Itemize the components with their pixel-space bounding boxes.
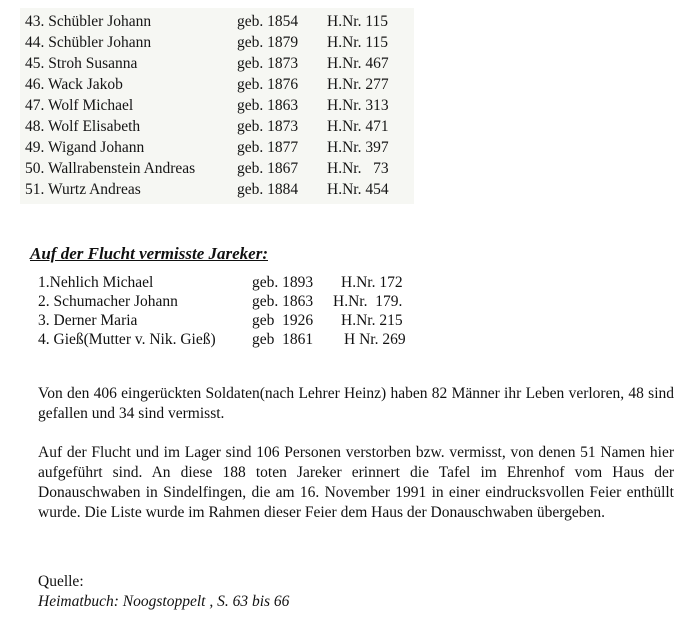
- missing-entry: [38, 311, 458, 331]
- source-label: Quelle:: [38, 573, 84, 590]
- entry-birth: geb. 1876: [237, 76, 299, 93]
- entry-birth: geb. 1863: [252, 293, 314, 310]
- list-entry: [25, 75, 425, 95]
- entry-birth: geb 1926: [252, 312, 314, 329]
- list-entry: [25, 96, 425, 116]
- entry-birth: geb. 1893: [252, 274, 314, 291]
- entry-name: 1.Nehlich Michael: [38, 274, 154, 291]
- list-entry: [25, 159, 425, 179]
- entry-name: 47. Wolf Michael: [25, 97, 134, 114]
- entry-house-number: H.Nr. 115: [327, 34, 388, 51]
- section-heading: Auf der Flucht vermisste Jareker:: [30, 244, 268, 263]
- entry-name: 48. Wolf Elisabeth: [25, 118, 141, 135]
- missing-entry: [38, 330, 458, 350]
- list-entry: [25, 180, 425, 200]
- entry-house-number: H.Nr. 467: [327, 55, 389, 72]
- entry-house-number: H.Nr. 277: [327, 76, 389, 93]
- entry-house-number: H.Nr. 215: [341, 312, 403, 329]
- entry-house-number: H.Nr. 471: [327, 118, 389, 135]
- entry-birth: geb. 1867: [237, 160, 299, 177]
- entry-name: 50. Wallrabenstein Andreas: [25, 160, 196, 177]
- entry-birth: geb. 1879: [237, 34, 299, 51]
- entry-house-number: H.Nr. 73: [327, 160, 389, 177]
- entry-house-number: H.Nr. 397: [327, 139, 389, 156]
- entry-name: 44. Schübler Johann: [25, 34, 152, 51]
- paragraph-memorial: Auf der Flucht und im Lager sind 106 Personen verstorben bzw. vermisst, von denen 51 Namen hier aufgeführt sind. An diese 188 toten Jareker erinnert die Tafel im Ehrenhof vom Haus der Donauschwaben in Sindelfingen, die am 16. November 1991 in einer eindrucksvollen Feier enthüllt wurde. Die Liste wurde im Rahmen dieser Feier dem Haus der Donauschwaben übergeben.: [38, 444, 674, 521]
- entry-house-number: H.Nr. 115: [327, 13, 388, 30]
- source-citation: Heimatbuch: Noogstoppelt , S. 63 bis 66: [38, 593, 290, 610]
- list-entry: [25, 12, 425, 32]
- entry-birth: geb. 1873: [237, 55, 299, 72]
- list-entry: [25, 117, 425, 137]
- entry-house-number: H Nr. 269: [344, 331, 406, 348]
- list-entry: [25, 33, 425, 53]
- entry-birth: geb. 1863: [237, 97, 299, 114]
- entry-house-number: H.Nr. 172: [341, 274, 403, 291]
- entry-house-number: H.Nr. 179.: [333, 293, 403, 310]
- entry-birth: geb. 1877: [237, 139, 299, 156]
- list-entry: [25, 138, 425, 158]
- entry-name: 43. Schübler Johann: [25, 13, 152, 30]
- entry-name: 46. Wack Jakob: [25, 76, 123, 93]
- entry-birth: geb. 1884: [237, 181, 299, 198]
- entry-name: 51. Wurtz Andreas: [25, 181, 141, 198]
- entry-birth: geb 1861: [252, 331, 314, 348]
- entry-name: 2. Schumacher Johann: [38, 293, 178, 310]
- entry-house-number: H.Nr. 313: [327, 97, 389, 114]
- missing-entry: [38, 273, 458, 293]
- entry-name: 49. Wigand Johann: [25, 139, 145, 156]
- missing-entry: [38, 292, 458, 312]
- entry-birth: geb. 1873: [237, 118, 299, 135]
- list-entry: [25, 54, 425, 74]
- entry-birth: geb. 1854: [237, 13, 299, 30]
- entry-house-number: H.Nr. 454: [327, 181, 389, 198]
- paragraph-soldiers: Von den 406 eingerückten Soldaten(nach Lehrer Heinz) haben 82 Männer ihr Leben verloren, 48 sind gefallen und 34 sind vermisst.: [38, 385, 674, 422]
- entry-name: 4. Gieß(Mutter v. Nik. Gieß): [38, 331, 216, 348]
- entry-name: 3. Derner Maria: [38, 312, 138, 329]
- entry-name: 45. Stroh Susanna: [25, 55, 138, 72]
